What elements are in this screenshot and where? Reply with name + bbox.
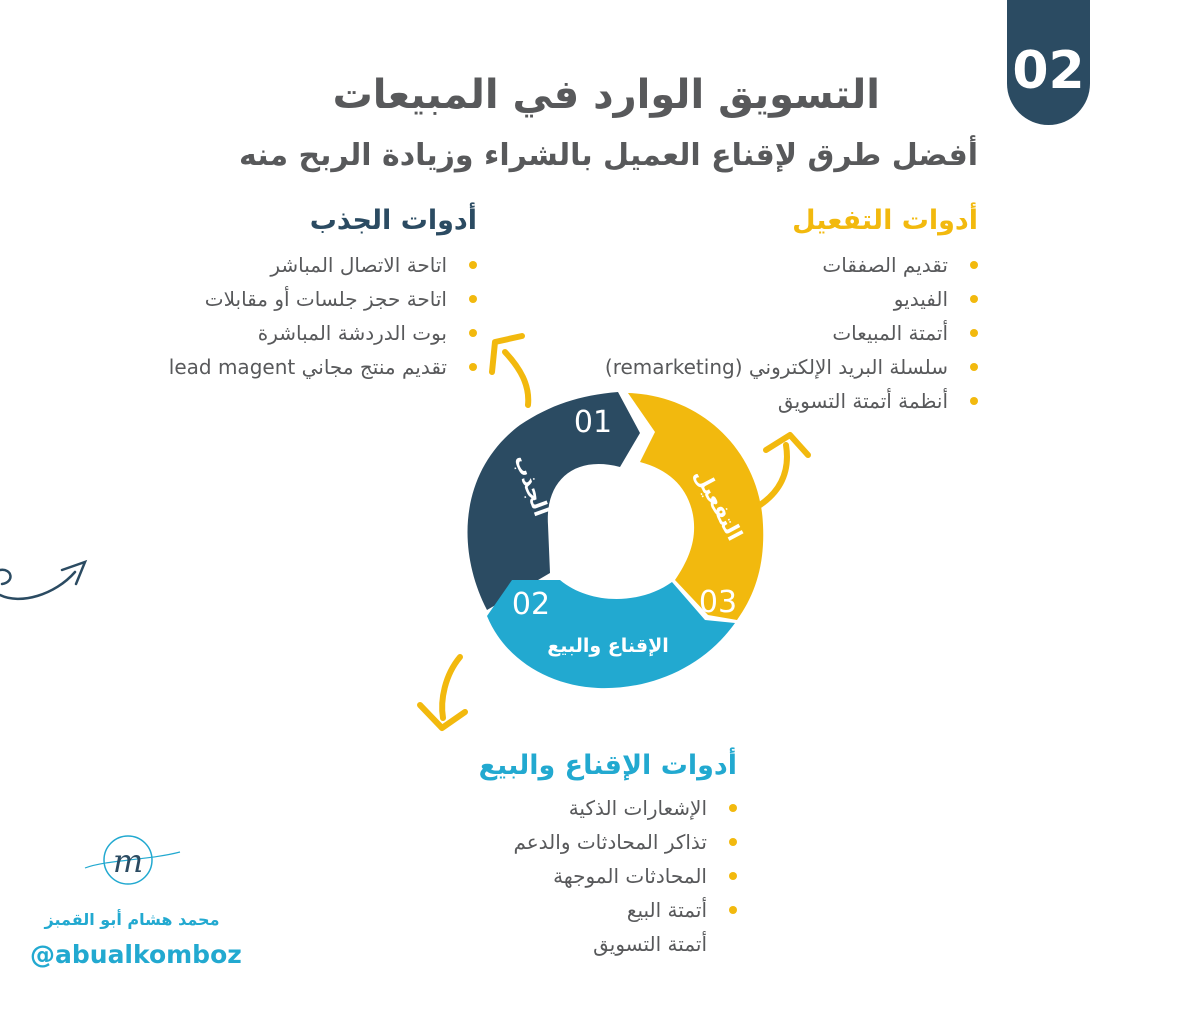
- activation-heading: أدوات التفعيل: [792, 205, 978, 236]
- list-item: المحادثات الموجهة: [479, 859, 737, 893]
- list-item: أتمتة المبيعات: [605, 316, 978, 350]
- curved-arrow-icon: [420, 657, 465, 728]
- list-item: اتاحة الاتصال المباشر: [169, 248, 477, 282]
- swirl-arrow-icon: [0, 562, 85, 599]
- cycle-segment-attraction: [468, 392, 640, 610]
- list-item: أتمتة البيع: [479, 893, 737, 927]
- list-item: اتاحة حجز جلسات أو مقابلات: [169, 282, 477, 316]
- segment-number-02: 02: [511, 587, 551, 622]
- list-item: الإشعارات الذكية: [479, 791, 737, 825]
- list-item: سلسلة البريد الإلكتروني (remarketing): [605, 350, 978, 384]
- attraction-heading: أدوات الجذب: [309, 205, 477, 236]
- list-item: تذاكر المحادثات والدعم: [479, 825, 737, 859]
- logo-letter: m: [112, 842, 144, 880]
- segment-label-attraction: الجذب: [509, 451, 554, 520]
- author-handle: @abualkomboz: [30, 940, 242, 969]
- list-item: تقديم منتج مجاني lead magent: [169, 350, 477, 384]
- segment-label-activation: التفعيل: [689, 464, 748, 545]
- segment-label-persuasion: الإقناع والبيع: [547, 635, 669, 657]
- list-item: أتمتة التسويق: [593, 932, 707, 956]
- curved-arrow-icon: [492, 336, 528, 405]
- list-item: الفيديو: [605, 282, 978, 316]
- list-item: أنظمة أتمتة التسويق: [605, 384, 978, 418]
- list-item: بوت الدردشة المباشرة: [169, 316, 477, 350]
- page-number: 02: [1012, 41, 1085, 101]
- page-title: التسويق الوارد في المبيعات: [332, 72, 880, 118]
- author-name: محمد هشام أبو القمبز: [44, 910, 220, 929]
- persuasion-heading: أدوات الإقناع والبيع: [478, 750, 737, 781]
- page-subtitle: أفضل طرق لإقناع العميل بالشراء وزيادة الربح منه: [239, 138, 978, 173]
- cycle-segment-activation: [628, 393, 763, 620]
- segment-number-01: 01: [573, 405, 613, 440]
- list-item: تقديم الصفقات: [605, 248, 978, 282]
- logo-icon: [85, 836, 180, 884]
- segment-number-03: 03: [698, 585, 738, 620]
- curved-arrow-icon: [760, 435, 808, 505]
